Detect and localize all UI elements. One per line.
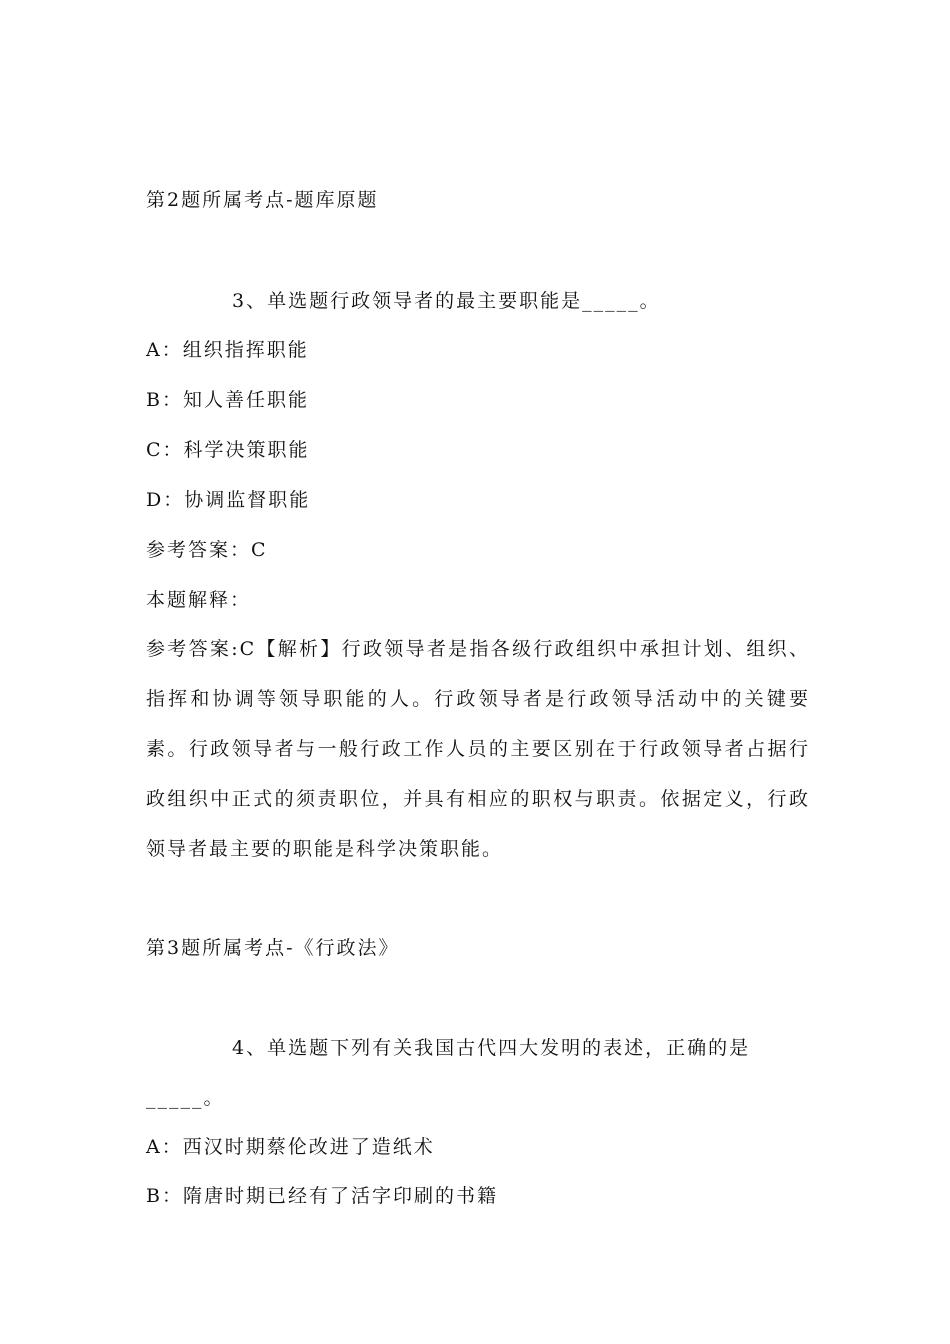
q3-option-d: D：协调监督职能 (146, 489, 311, 511)
q3-option-b: B：知人善任职能 (146, 389, 309, 411)
q3-explanation-text: 参考答案:C【解析】行政领导者是指各级行政组织中承担计划、组织、指挥和协调等领导职能的人。行政领导者是行政领导活动中的关键要素。行政领导者与一般行政工作人员的主要区别在于行政领导者占据行政组织中正式的须责职位，并具有相应的职权与职责。依据定义，行政领导者最主要的职能是科学决策职能。 (146, 638, 810, 860)
q4-option-b: B：隋唐时期已经有了活字印刷的书籍 (146, 1185, 498, 1207)
q4-option-a: A：西汉时期蔡伦改进了造纸术 (146, 1136, 435, 1158)
q3-option-c: C：科学决策职能 (146, 439, 310, 461)
q3-option-a: A：组织指挥职能 (146, 339, 309, 361)
q3-explanation-heading: 本题解释： (146, 589, 252, 611)
q3-topic-label: 第3题所属考点-《行政法》 (146, 937, 400, 959)
q3-stem: 3、单选题行政领导者的最主要职能是_____。 (232, 290, 661, 312)
q4-stem: 4、单选题下列有关我国古代四大发明的表述，正确的是_____。 (146, 1037, 751, 1109)
q2-topic-label: 第2题所属考点-题库原题 (146, 189, 379, 211)
q3-answer: 参考答案：C (146, 539, 268, 561)
